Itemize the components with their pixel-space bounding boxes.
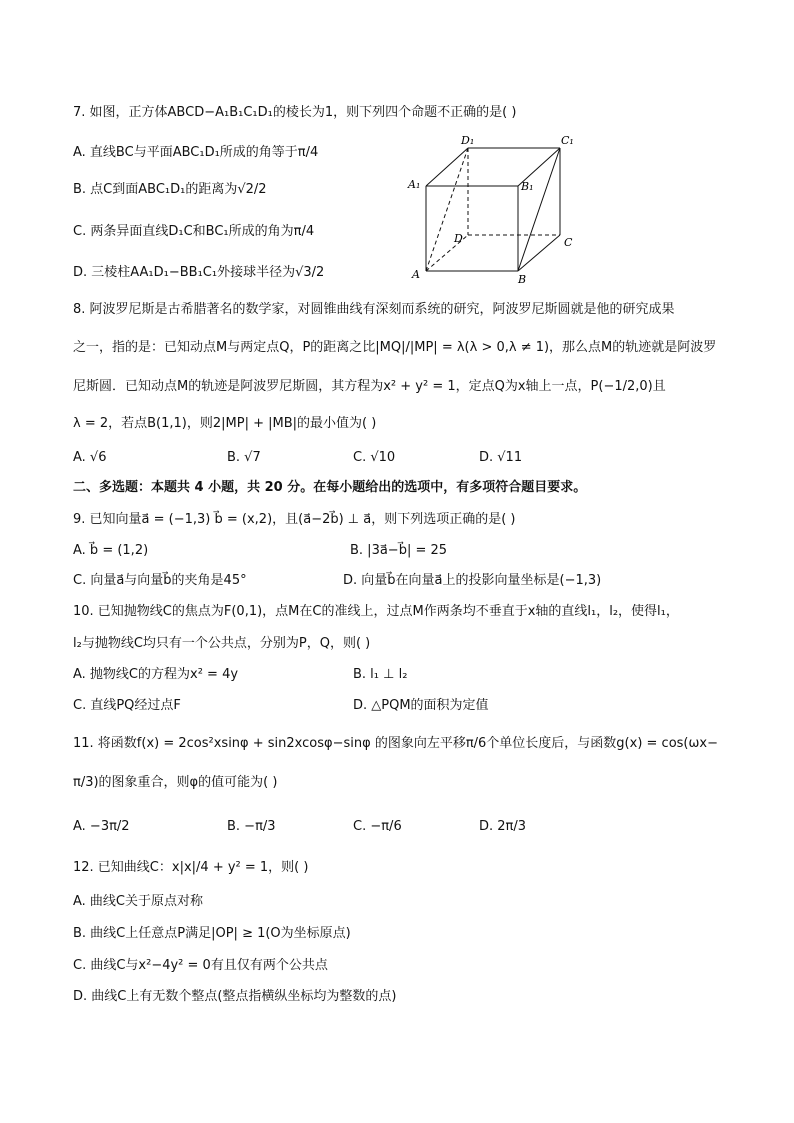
- q10-option-a: A. 抛物线C的方程为x² = 4y: [73, 667, 239, 682]
- label-d1: D₁: [461, 134, 475, 147]
- label-b: B: [518, 273, 527, 285]
- q12-option-c: C. 曲线C与x²−4y² = 0有且仅有两个公共点: [73, 958, 328, 973]
- section-multiple-choice: 二、多选题：本题共 4 小题，共 20 分。在每小题给出的选项中，有多项符合题目要求。: [73, 480, 587, 495]
- q12-option-b: B. 曲线C上任意点P满足|OP| ≥ 1(O为坐标原点): [73, 926, 351, 941]
- q9-stem: 9. 已知向量a⃗ = (−1,3) b⃗ = (x,2)，且(a⃗−2b⃗) ⊥ a⃗，则下列选项正确的是( ): [73, 512, 516, 527]
- label-a: A: [412, 268, 420, 281]
- q9-option-c: C. 向量a⃗与向量b⃗的夹角是45°: [73, 573, 247, 588]
- q8-option-b: B. √7: [227, 450, 261, 465]
- q11-line2: π/3)的图象重合，则φ的值可能为( ): [73, 775, 278, 790]
- q10-option-b: B. l₁ ⊥ l₂: [353, 667, 408, 682]
- q11-option-c: C. −π/6: [353, 819, 402, 834]
- q9-option-d: D. 向量b⃗在向量a⃗上的投影向量坐标是(−1,3): [343, 573, 602, 588]
- q10-line2: l₂与抛物线C均只有一个公共点，分别为P，Q，则( ): [73, 636, 371, 651]
- q12-stem: 12. 已知曲线C：x|x|/4 + y² = 1，则( ): [73, 860, 309, 875]
- label-c1: C₁: [561, 134, 574, 147]
- q10-option-c: C. 直线PQ经过点F: [73, 698, 181, 713]
- q10-line1: 10. 已知抛物线C的焦点为F(0,1)，点M在C的准线上，过点M作两条均不垂直于x轴的直线l₁，l₂，使得l₁，: [73, 604, 679, 619]
- q8-line1: 8. 阿波罗尼斯是古希腊著名的数学家，对圆锥曲线有深刻而系统的研究，阿波罗尼斯圆就是他的研究成果: [73, 302, 675, 317]
- q8-option-a: A. √6: [73, 450, 107, 465]
- q7-option-a: A. 直线BC与平面ABC₁D₁所成的角等于π/4: [73, 145, 319, 160]
- q9-option-a: A. b⃗ = (1,2): [73, 543, 149, 558]
- label-d: D: [454, 232, 463, 245]
- q11-line1: 11. 将函数f(x) = 2cos²xsinφ + sin2xcosφ−sinφ 的图象向左平移π/6个单位长度后，与函数g(x) = cos(ωx−: [73, 736, 718, 751]
- q7-option-b: B. 点C到面ABC₁D₁的距离为√2/2: [73, 182, 267, 197]
- q12-option-a: A. 曲线C关于原点对称: [73, 894, 204, 909]
- label-a1: A₁: [408, 178, 421, 191]
- q11-option-a: A. −3π/2: [73, 819, 130, 834]
- q11-option-d: D. 2π/3: [479, 819, 527, 834]
- label-c: C: [564, 236, 573, 249]
- q9-option-b: B. |3a⃗−b⃗| = 25: [350, 543, 448, 558]
- q7-option-c: C. 两条异面直线D₁C和BC₁所成的角为π/4: [73, 224, 315, 239]
- q7-stem: 7. 如图，正方体ABCD−A₁B₁C₁D₁的棱长为1，则下列四个命题不正确的是( ): [73, 105, 517, 120]
- q10-option-d: D. △PQM的面积为定值: [353, 698, 489, 713]
- q7-option-d: D. 三棱柱AA₁D₁−BB₁C₁外接球半径为√3/2: [73, 265, 325, 280]
- q8-line4: λ = 2，若点B(1,1)，则2|MP| + |MB|的最小值为( ): [73, 416, 377, 431]
- q8-option-d: D. √11: [479, 450, 523, 465]
- q8-line2: 之一，指的是：已知动点M与两定点Q，P的距离之比|MQ|/|MP| = λ(λ > 0,λ ≠ 1)，那么点M的轨迹就是阿波罗: [73, 340, 717, 355]
- q12-option-d: D. 曲线C上有无数个整点(整点指横纵坐标均为整数的点): [73, 989, 397, 1004]
- label-b1: B₁: [521, 180, 534, 193]
- q8-line3: 尼斯圆．已知动点M的轨迹是阿波罗尼斯圆，其方程为x² + y² = 1，定点Q为x轴上一点，P(−1/2,0)且: [73, 379, 666, 394]
- edge-a1d1: [426, 148, 468, 186]
- cube-figure: [400, 130, 600, 285]
- q11-option-b: B. −π/3: [227, 819, 276, 834]
- q8-option-c: C. √10: [353, 450, 396, 465]
